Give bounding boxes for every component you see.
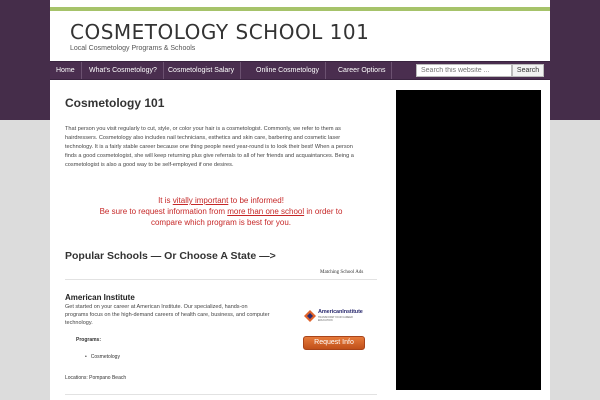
popular-schools-heading[interactable]: Popular Schools — Or Choose A State —> bbox=[65, 250, 276, 262]
search-button[interactable]: Search bbox=[512, 64, 544, 77]
school-description: Get started on your career at American Institute. Our specialized, hands-on programs focus on the high-demand careers of health care, business, and computer technology. bbox=[65, 304, 270, 326]
intro-paragraph: That person you visit regularly to cut, style, or color your hair is a cosmetologist. Commonly, we refer to them as hairdressers. Cosmetology also includes nail technicians, esthetics and skin care, barbering and cosmetic laser technology. It is a fairly stable career because one thing people need year-round is to look their best! When a person finds a good cosmetologist, she will keep returning plus give referrals to all of her friends and acquaintances. Being a cosmetologist is also a good way to be self-employed if one desires. bbox=[65, 126, 354, 168]
cta-line-1 bbox=[65, 195, 377, 206]
school-name[interactable]: American Institute bbox=[65, 293, 135, 302]
logo-text: AmericanInstitute bbox=[318, 309, 363, 315]
program-item: • Cosmetology bbox=[85, 354, 120, 360]
cta-line-1-prefix: It is bbox=[158, 196, 173, 205]
site-description: Local Cosmetology Programs & Schools bbox=[70, 45, 196, 52]
nav-item-cosmetologist-salary[interactable]: Cosmetologist Salary bbox=[162, 62, 241, 79]
main-nav bbox=[50, 61, 550, 80]
cta-line-2-prefix: Be sure to request information from bbox=[99, 207, 228, 216]
more-than-one-school-link[interactable]: more than one school bbox=[227, 207, 305, 216]
matching-ads-label: Matching School Ads bbox=[320, 270, 364, 275]
nav-item-online-cosmetology[interactable]: Online Cosmetology bbox=[250, 62, 326, 79]
cta-line-3: compare which program is best for you. bbox=[150, 218, 292, 227]
cta-line-2 bbox=[65, 206, 377, 217]
page-wrapper bbox=[50, 0, 550, 400]
sidebar-ad-placeholder bbox=[396, 90, 541, 390]
site-title[interactable]: COSMETOLOGY SCHOOL 101 bbox=[70, 20, 370, 44]
nav-item-career-options[interactable]: Career Options bbox=[332, 62, 392, 79]
divider bbox=[65, 394, 377, 395]
vitally-important-link[interactable]: vitally important bbox=[172, 196, 229, 205]
cta-line-2-suffix: in order to bbox=[304, 207, 343, 216]
nav-item-whats-cosmetology[interactable]: What's Cosmetology? bbox=[83, 62, 164, 79]
cta-message bbox=[65, 195, 377, 228]
school-location: Locations: Pompano Beach bbox=[65, 375, 127, 381]
divider bbox=[65, 279, 377, 280]
request-info-button[interactable]: Request Info bbox=[303, 336, 365, 350]
nav-item-home[interactable]: Home bbox=[50, 62, 82, 79]
page-title: Cosmetology 101 bbox=[65, 96, 165, 110]
school-logo[interactable] bbox=[303, 306, 365, 326]
header-accent-bar bbox=[50, 7, 550, 11]
programs-label: Programs: bbox=[76, 337, 102, 343]
cta-line-1-suffix: to be informed! bbox=[228, 196, 284, 205]
search-input[interactable] bbox=[416, 64, 512, 77]
logo-subtext: TRANSFORM YOUR CAREER EDUCATION bbox=[318, 316, 353, 322]
logo-mark-icon bbox=[303, 309, 317, 323]
